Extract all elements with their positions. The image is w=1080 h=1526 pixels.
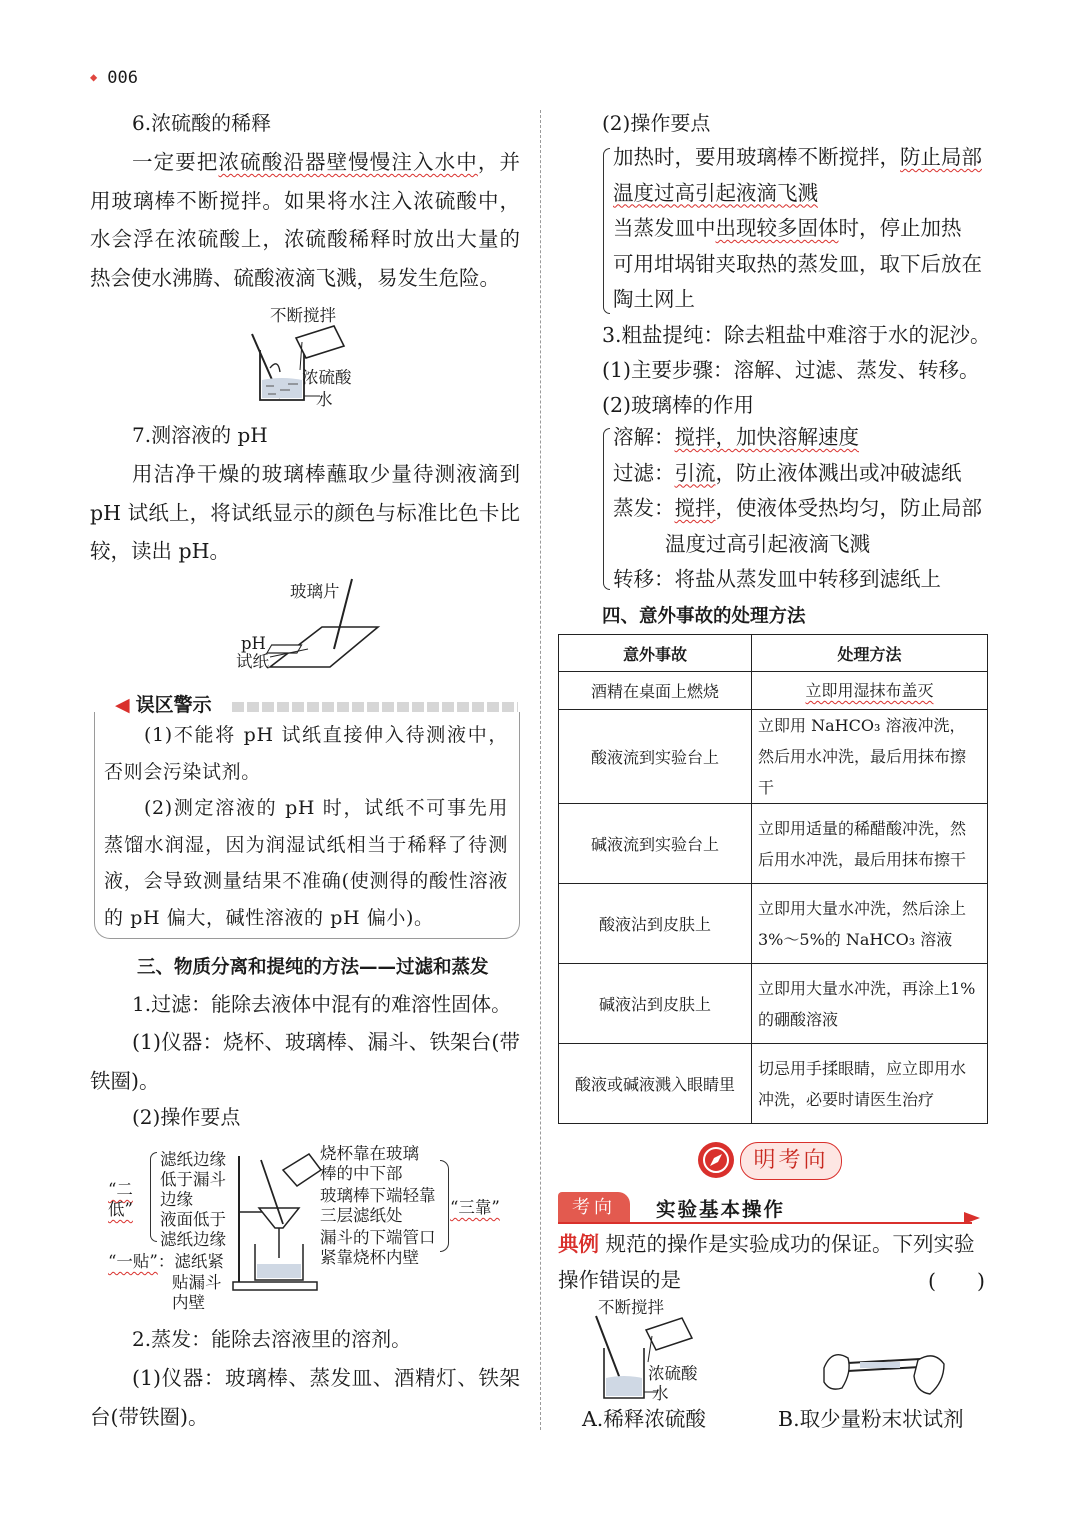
two-low-brace (150, 1152, 157, 1240)
table-row: 碱液流到实验台上 立即用适量的稀醋酸冲洗，然后用水冲洗，最后用抹布擦干 (559, 804, 988, 884)
ming-kao-xiang-banner: 明考向 (740, 1142, 842, 1180)
two-low-label: “二 低” (108, 1180, 133, 1219)
op-list: 加热时，要用玻璃棒不断搅拌，防止局部温度过高引起液滴飞溅 当蒸发皿中出现较多固体时，停止加热 可用坩埚钳夹取热的蒸发皿，取下后放在陶土网上 (613, 145, 982, 311)
table-row: 碱液沾到皮肤上 立即用大量水冲洗，再涂上1%的硼酸溶液 (559, 964, 988, 1044)
section-7-title: 7.测溶液的 pH (132, 423, 268, 447)
option-b-label[interactable]: B.取少量粉末状试剂 (778, 1407, 964, 1431)
table-header: 处理方法 (752, 635, 988, 672)
filter-instruments: (1)仪器：烧杯、玻璃棒、漏斗、铁架台(带铁圈)。 (90, 1030, 520, 1093)
table-header: 意外事故 (559, 635, 752, 672)
salt-purification: 3.粗盐提纯：除去粗盐中难溶于水的泥沙。 (602, 323, 991, 347)
option-a-stir-label: 不断搅拌 (598, 1298, 664, 1317)
warning-text: (1)不能将 pH 试纸直接伸入待测液中，否则会污染试剂。 (2)测定溶液的 pH 时，试纸不可事先用蒸馏水润湿，因为润湿试纸相当于稀释了待测液，会导致测量结果不准确(使测得的酸性溶液的 pH 偏大，碱性溶液的 pH 偏小)。 (104, 724, 508, 929)
fig1-acid-label: 浓硫酸 (302, 368, 352, 387)
fig2-paper-label: 试纸 (236, 652, 269, 671)
three-lean-items: 烧杯靠在玻璃 棒的中下部 玻璃棒下端轻靠 三层滤纸处 漏斗的下端管口 紧靠烧杯内壁 (320, 1144, 436, 1267)
kaoxiang-tag: 考向 (558, 1192, 630, 1224)
two-low-items: 滤纸边缘 低于漏斗 边缘 液面低于 滤纸边缘 (160, 1150, 226, 1249)
table-row: 酒精在桌面上燃烧 立即用湿抹布盖灭 (559, 672, 988, 710)
diamond-icon: ◆ (90, 70, 98, 84)
operation-points: (2)操作要点 (602, 111, 711, 135)
one-stick-items: 贴漏斗 内壁 (172, 1273, 222, 1312)
warning-title: ◀ 误区警示 (115, 694, 212, 716)
evaporation-instruments: (1)仪器：玻璃棒、蒸发皿、酒精灯、铁架台(带铁圈)。 (90, 1366, 520, 1429)
fig2-glass-label: 玻璃片 (290, 582, 340, 601)
option-a-acid-label: 浓硫酸 (648, 1364, 698, 1383)
option-a-label[interactable]: A.稀释浓硫酸 (582, 1407, 706, 1431)
table-row: 酸液沾到皮肤上 立即用大量水冲洗，然后涂上3%～5%的 NaHCO₃ 溶液 (559, 884, 988, 964)
evaporation-definition: 2.蒸发：能除去溶液里的溶剂。 (132, 1327, 412, 1351)
three-lean-label: “三靠” (450, 1198, 500, 1217)
speaker-icon: ◀ (115, 694, 130, 716)
column-divider (540, 110, 541, 1430)
table-row: 酸液流到实验台上 立即用 NaHCO₃ 溶液冲洗，然后用水冲洗，最后用抹布擦干 (559, 710, 988, 804)
section-6-paragraph: 一定要把浓硫酸沿器壁慢慢注入水中，并用玻璃棒不断搅拌。如果将水注入浓硫酸中，水会浮在浓硫酸上，浓硫酸稀释时放出大量的热会使水沸腾、硫酸液滴飞溅，易发生危险。 (90, 150, 521, 290)
rod-brace (603, 428, 610, 590)
three-lean-brace (440, 1160, 449, 1252)
option-a-water-label: 水 (652, 1384, 669, 1403)
filter-definition: 1.过滤：能除去液体中混有的难溶性固体。 (132, 992, 512, 1016)
warning-bar (232, 702, 518, 712)
glass-rod-role: (2)玻璃棒的作用 (602, 393, 755, 417)
section-4-heading: 四、意外事故的处理方法 (602, 606, 806, 627)
filtration-figure (225, 1150, 325, 1295)
example-question: 典例 规范的操作是实验成功的保证。下列实验操作错误的是 (558, 1232, 975, 1292)
op-brace (603, 148, 610, 314)
accident-table (558, 634, 988, 1124)
section-7-paragraph: 用洁净干燥的玻璃棒蘸取少量待测液滴到 pH 试纸上，将试纸显示的颜色与标准比色卡比较，读出 pH。 (90, 462, 520, 563)
fig2-ph-label: pH (241, 634, 266, 653)
answer-blank: ( ) (928, 1269, 985, 1293)
kaoxiang-title: 实验基本操作 (656, 1198, 786, 1221)
salt-steps: (1)主要步骤：溶解、过滤、蒸发、转移。 (602, 358, 980, 382)
filter-points: (2)操作要点 (132, 1105, 241, 1129)
compass-icon (698, 1142, 734, 1178)
section-6-title: 6.浓硫酸的稀释 (132, 111, 272, 135)
rod-list: 溶解：搅拌，加快溶解速度 过滤：引流，防止液体溅出或冲破滤纸 蒸发：搅拌，使液体受热均匀，防止局部 温度过高引起液滴飞溅 转移：将盐从蒸发皿中转移到滤纸上 (613, 425, 982, 591)
fig1-water-label: 水 (316, 390, 333, 409)
arrow-icon (964, 1212, 980, 1224)
kaoxiang-rule (558, 1222, 972, 1224)
page-number: ◆ 006 (90, 68, 138, 88)
section-3-heading: 三、物质分离和提纯的方法——过滤和蒸发 (137, 957, 489, 978)
table-row: 酸液或碱液溅入眼睛里 切忌用手揉眼睛，应立即用水冲洗，必要时请医生治疗 (559, 1044, 988, 1124)
one-stick-label: “一贴”：滤纸紧 (108, 1252, 224, 1271)
option-b-figure (820, 1340, 950, 1405)
fig1-stir-label: 不断搅拌 (270, 306, 336, 325)
